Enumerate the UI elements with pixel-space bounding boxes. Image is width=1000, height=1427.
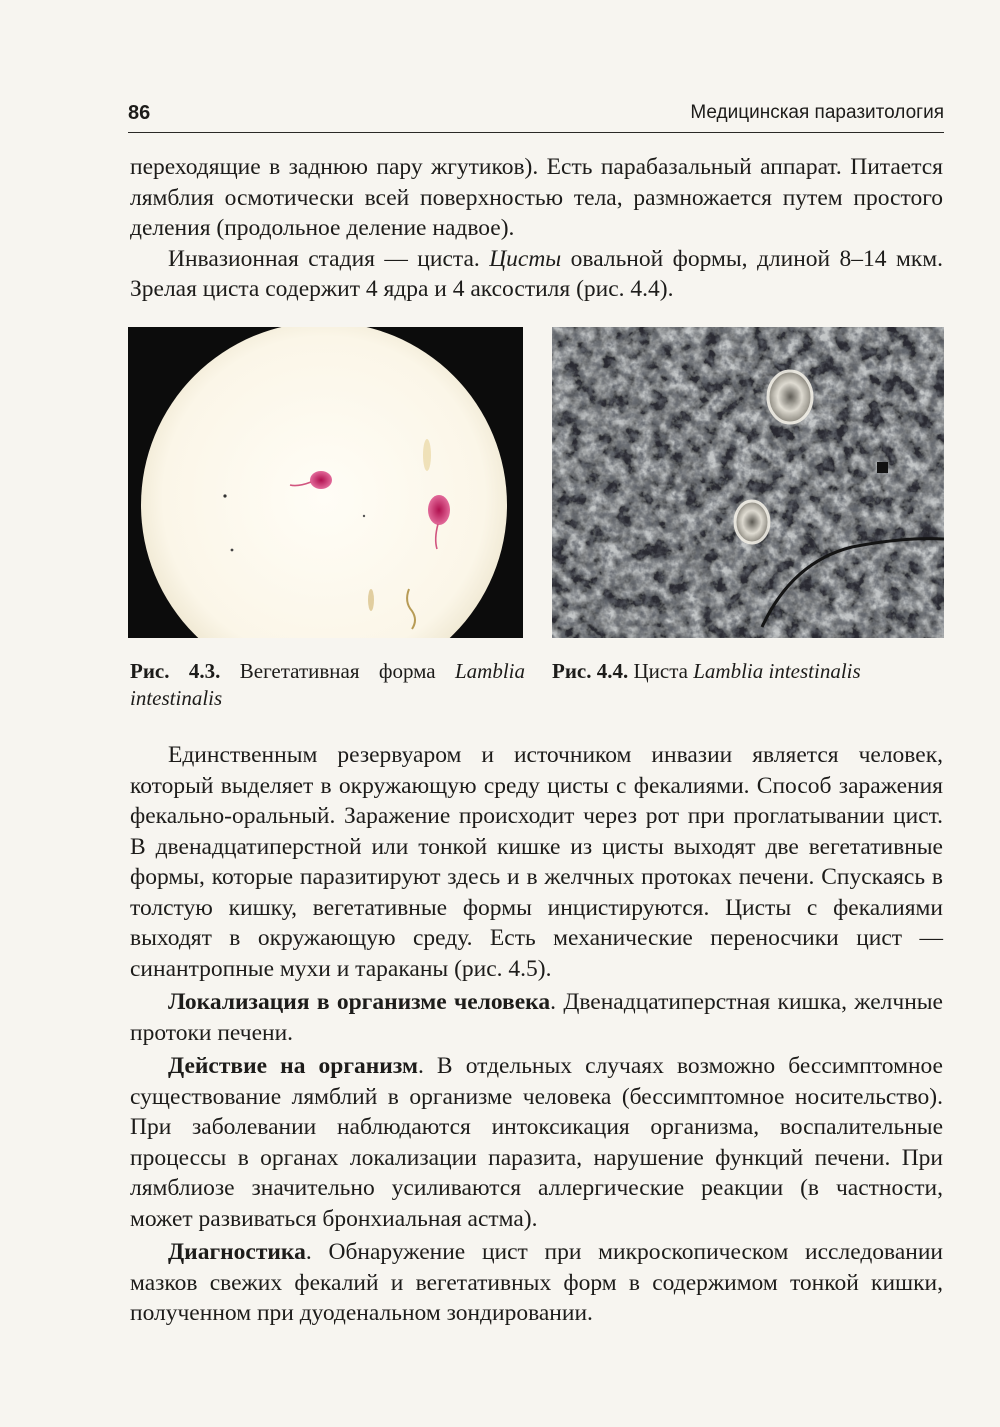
paragraph-6-text: . Обнаружение цист при микроскопическом исследовании мазков свежих фекалий и вегетативных форм в содержимом тонкой кишки, полученном при дуоденальном зондировании. [130, 1239, 943, 1326]
speck [363, 515, 365, 517]
debris [368, 589, 374, 611]
paragraph-4-text: . Двенадцатиперстная кишка, желчные протоки печени. [130, 989, 943, 1046]
figure-4-4-caption [552, 658, 944, 685]
paragraph-5-text: . В отдельных случаях возможно бессимптомное существование лямблий в организме человека (бессимптомное носительство). При заболевании наблюдаются интоксикация организма, воспалительные процессы в органах локализации паразита, нарушение функций печени. При лямблиозе значительно усиливаются аллергические реакции (в частности, может развиваться бронхиальная астма). [130, 1053, 943, 1232]
running-title: Медицинская паразитология [690, 102, 944, 123]
caption-species: Lamblia intestinalis [693, 659, 861, 683]
figure-4-3-caption [130, 658, 525, 712]
caption-label: Рис. 4.4. [552, 659, 629, 683]
cyst-micrograph-illustration [552, 327, 944, 638]
caption-text: Вегетативная форма [220, 659, 455, 683]
top-text-block [130, 152, 943, 305]
caption-text: Циста [628, 659, 694, 683]
paragraph-2-end: овальной формы, длиной 8–14 мкм. Зрелая циста содержит 4 ядра и 4 аксостиля (рис. 4.4). [130, 245, 944, 302]
page-number: 86 [128, 102, 151, 124]
caption-label: Рис. 4.3. [130, 659, 221, 683]
paragraph-4 [130, 987, 943, 1048]
debris [423, 439, 431, 471]
microscope-field-illustration [128, 327, 523, 638]
caption-species: Lamblia intestinalis [130, 659, 525, 710]
paragraph-6 [130, 1237, 943, 1329]
figure-4-3-image [128, 327, 523, 638]
section-heading-effect: Действие на организм [168, 1053, 418, 1079]
page-header [128, 100, 944, 133]
section-heading-diagnostics: Диагностика [168, 1239, 306, 1265]
paragraph-3: Единственным резервуаром и источником инвазии является человек, который выделяет в окружающую среду цисты с фекалиями. Способ заражения фекально-оральный. Заражение происходит через рот при проглатывании цист. В двенадцатиперстной или тонкой кишке из цисты выходят две вегетативные формы, которые паразитируют здесь и в желчных протоках печени. Спускаясь в толстую кишку, вегетативные формы инцистируются. Цисты с фекалиями выходят в окружающую среду. Есть механические переносчики цист — синантропные мухи и тараканы (рис. 4.5). [130, 742, 943, 982]
speck [231, 549, 234, 552]
cyst-1 [768, 371, 812, 423]
bottom-text-block [130, 740, 943, 1329]
debris [877, 462, 888, 473]
figure-4-4-image [552, 327, 944, 638]
paragraph-1: переходящие в заднюю пару жгутиков). Есть парабазальный аппарат. Питается лямблия осмотически всей поверхностью тела, размножается путем простого деления (продольное деление надвое). [130, 154, 943, 241]
paragraph-5 [130, 1051, 943, 1234]
paragraph-2-italic: Цисты [489, 245, 562, 272]
speck [223, 494, 226, 497]
paragraph-2 [130, 244, 943, 305]
section-heading-localization: Локализация в организме человека [168, 989, 551, 1015]
paragraph-2-start: Инвазионная стадия — циста. [168, 245, 490, 272]
cyst-2 [735, 501, 769, 543]
